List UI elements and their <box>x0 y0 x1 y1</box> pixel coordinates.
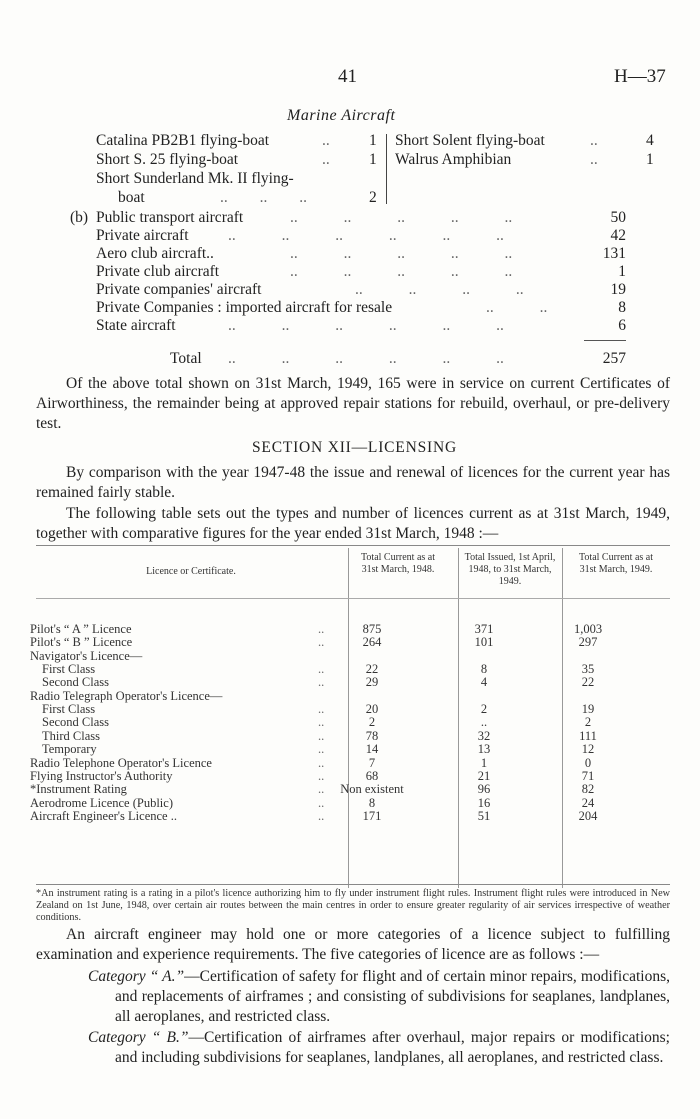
licence-count-c2: 1 <box>480 755 488 770</box>
marine-right-name: Short Solent flying-boat <box>395 132 545 149</box>
table-row <box>30 623 670 636</box>
aircraft-category-count: 50 <box>610 209 626 226</box>
aircraft-category-count: 19 <box>610 281 626 298</box>
table-row <box>30 716 670 729</box>
leader-dots: .. <box>318 715 325 730</box>
table-top-rule <box>36 545 670 546</box>
licence-count-c3: 297 <box>578 635 598 650</box>
leader-dots: .. <box>318 795 325 810</box>
list-marker-b: (b) <box>70 209 89 226</box>
licence-name: Flying Instructor's Authority <box>30 768 173 783</box>
aircraft-category-name: Private companies' aircraft <box>96 281 262 298</box>
licence-count-c3: 82 <box>581 782 595 797</box>
category-b-text: —Certification of airframes after overhaul, major repairs or modifications; and including subdivisions for seaplanes, landplanes, all aeroplanes, and restricted class. <box>115 1029 670 1066</box>
licence-name: Aerodrome Licence (Public) <box>30 795 173 810</box>
marine-aircraft-heading: Marine Aircraft <box>287 107 396 124</box>
aircraft-category-name: Private Companies : imported aircraft for resale <box>96 299 393 316</box>
licence-count-c3: 35 <box>581 662 595 677</box>
marine-left-dots: .. .. .. <box>220 189 307 206</box>
aircraft-category-name: Private club aircraft <box>96 263 220 280</box>
leader-dots: .. <box>318 742 325 757</box>
table-row <box>30 757 670 770</box>
licence-count-c1: 29 <box>365 675 379 690</box>
marine-left-dots: .. <box>322 132 330 149</box>
licence-count-c2: 32 <box>477 728 491 743</box>
engineer-intro-paragraph <box>36 925 670 965</box>
marine-right-count: 1 <box>646 151 654 168</box>
licence-count-c1: 78 <box>365 728 379 743</box>
licence-count-c2: 101 <box>474 635 494 650</box>
licence-name: Pilot's “ A ” Licence <box>30 622 132 636</box>
licence-name: Aircraft Engineer's Licence .. <box>30 808 177 823</box>
licence-count-c3: 1,003 <box>573 622 603 636</box>
table-row <box>30 730 670 743</box>
table-header-rule <box>36 598 670 599</box>
licence-count-c1: Non existent <box>340 782 404 797</box>
marine-left-name: Short S. 25 flying-boat <box>96 151 239 168</box>
table-row <box>30 810 670 823</box>
category-a <box>88 967 670 1027</box>
licence-count-c3: 12 <box>581 742 595 757</box>
leader-dots: .. <box>318 768 325 783</box>
engineer-intro-text: An aircraft engineer may hold one or more categories of a licence subject to fulfilling examination and experience requirements. The five categories of licence are as follows :— <box>36 926 670 963</box>
total-label: Total <box>170 350 202 367</box>
marine-left-count: 1 <box>369 151 377 168</box>
licence-name: Radio Telegraph Operator's Licence— <box>30 688 223 703</box>
leader-dots: .. <box>318 662 325 677</box>
licence-name: First Class <box>42 662 96 677</box>
licence-count-c2: 16 <box>477 795 491 810</box>
marine-left-count: 1 <box>369 132 377 149</box>
licence-count-c1: 2 <box>368 715 376 730</box>
licence-count-c1: 7 <box>368 755 376 770</box>
aircraft-category-count: 8 <box>618 299 626 316</box>
table-row <box>30 770 670 783</box>
table-row <box>30 650 670 663</box>
document-reference: H—37 <box>614 66 666 87</box>
leader-dots: .. <box>318 728 325 743</box>
marine-right-name: Walrus Amphibian <box>395 151 512 168</box>
licence-count-c3: 71 <box>581 768 595 783</box>
licence-count-c1: 875 <box>362 622 382 636</box>
marine-left-name: Catalina PB2B1 flying-boat <box>96 132 270 149</box>
licence-count-c3: 2 <box>584 715 592 730</box>
document-page: 41 H—37 Marine Aircraft Catalina PB2B1 flying-boat .. 1 Short S. 25 flying-boat .. 1 Short Sunderland Mk. II flying- boat .. .. .. 2 Short Solent flying-boat .. 4 Walrus Amphibian .. 1 (b) Public transport aircraft .. .. .. .. .. 50 Private aircraft .. .. .. .. .. .. 42 Aero club aircraft.. .. .. .. .. .. 131 Private club aircraft .. .. .. .. .. 1 Private companies' aircraft .. .. .. .. 19 Private Companies : imported aircraft for resale .. .. 8 State aircraft .. .. .. .. .. .. 6 Total .. .. .. .. .. .. 257 Of the above total shown on 31st March, 1949, 165 were in service on current Certificates of Airworthiness, the remainder being at approved repair stations for rebuild, overhaul, or pre-delivery test. SECTION XII—LICENSING By comparison with the year 1947-48 the issue and renewal of licences for the current year has remained fairly stable. The following table sets out the types and number of licences current as at 31st March, 1949, together with comparative figures for the year ended 31st March, 1948 :— Licence or Certificate. Total Current as at 31st March, 1948. Total Issued, 1st April, 1948, to 31st March, 1949. Total Current as at 31st March, 1949. Pilot's “ A ” Licence .. 875 371 1,003 Pilot's “ B ” Licence .. 264 101 297 Navigator's Licence— First Class .. 22 8 35 Second Class .. 29 4 22 Radio Telegraph Operator's Licence— First Class .. 20 2 19 Second Class .. 2 .. 2 Third Class .. 78 32 111 Temporary .. 14 13 12 Radio Telephone Operator's Licence .. 7 1 0 Flying Instructor's Authority .. 68 21 71 *Instrument Rating .. Non existent 96 82 Aerodrome Licence (Public) .. 8 16 24 Aircraft Engineer's Licence .. .. 171 51 204 *An instrument rating is a rating in a pilot's licence authorizing him to fly under instrument flight rules. Instrument flight rules were introduced in New Zealand on 1st June, 1948, over certain air routes between the main centres in order to ensure greater regularity of air services irrespective of weather conditions. An aircraft engineer may hold one or more categories of a licence subject to fulfilling examination and experience requirements. The five categories of licence are as follows :— Category “ A.”—Certification of safety for flight and of certain minor repairs, modifications, and replacements of airframes ; and consisting of subdivisions for seaplanes, landplanes, all aeroplanes, and restricted class. Category “ B.”—Certification of airframes after overhaul, major repairs or modifications; and including subdivisions for seaplanes, landplanes, all aeroplanes, and restricted class. <box>30 66 670 1066</box>
licence-count-c3: 111 <box>579 728 597 743</box>
licence-count-c2: 51 <box>477 808 491 823</box>
table-bottom-rule <box>36 884 670 885</box>
leader-dots: .. <box>318 782 325 797</box>
aircraft-category-count: 1 <box>618 263 626 280</box>
category-a-text: —Certification of safety for flight and of certain minor repairs, modifications, and replacements of airframes ; and consisting of subdivisions for seaplanes, landplanes, all aeroplanes, and restricted class. <box>115 968 670 1025</box>
marine-right-dots: .. <box>590 151 598 168</box>
licence-name: Third Class <box>42 728 100 743</box>
licence-count-c3: 22 <box>581 675 595 690</box>
table-row <box>30 743 670 756</box>
aircraft-category-count: 42 <box>610 227 626 244</box>
marine-right-dots: .. <box>590 132 598 149</box>
licence-name: First Class <box>42 702 96 717</box>
licence-count-c2: .. <box>480 715 488 730</box>
licence-count-c2: 2 <box>480 702 488 717</box>
aircraft-category-count: 6 <box>618 317 626 334</box>
table-row <box>30 703 670 716</box>
table-row <box>30 636 670 649</box>
licence-count-c3: 19 <box>581 702 595 717</box>
licence-name: Second Class <box>42 675 110 690</box>
leader-dots: .. <box>318 808 325 823</box>
licence-count-c1: 20 <box>365 702 379 717</box>
licence-name: Pilot's “ B ” Licence <box>30 635 133 650</box>
licence-count-c1: 14 <box>365 742 379 757</box>
licence-count-c1: 68 <box>365 768 379 783</box>
table-row <box>30 676 670 689</box>
licence-count-c1: 264 <box>362 635 382 650</box>
total-rule <box>584 340 626 341</box>
table-intro-paragraph <box>36 504 670 544</box>
licence-count-c2: 96 <box>477 782 491 797</box>
licence-count-c3: 0 <box>584 755 592 770</box>
aircraft-category-name: State aircraft <box>96 317 176 334</box>
leader-dots: .. <box>318 622 325 636</box>
category-b <box>88 1028 670 1068</box>
aircraft-category-name: Private aircraft <box>96 227 189 244</box>
marine-left-name: boat <box>118 189 145 206</box>
licence-count-c1: 171 <box>362 808 382 823</box>
licence-name: Radio Telephone Operator's Licence <box>30 755 212 770</box>
leader-dots: .. <box>318 635 325 650</box>
licence-name: Temporary <box>42 742 97 757</box>
marine-column-divider <box>386 134 387 204</box>
table-footnote: *An instrument rating is a rating in a pilot's licence authorizing him to fly under instrument flight rules. Instrument flight rules were introduced in New Zealand on 1st June, 1948, over certain air routes between the main centres in order to ensure greater regularity of air services irrespective of weather conditions. <box>36 888 670 923</box>
page-number: 41 <box>338 66 357 87</box>
marine-right-count: 4 <box>646 132 654 149</box>
licence-count-c2: 8 <box>480 662 488 677</box>
category-b-label: Category “ B.” <box>88 1029 189 1046</box>
table-row <box>30 783 670 796</box>
marine-left-count: 2 <box>369 189 377 206</box>
section-title: SECTION XII—LICENSING <box>252 439 457 456</box>
header-licence: Licence or Certificate. <box>146 566 236 577</box>
table-row <box>30 797 670 810</box>
airworthiness-text: Of the above total shown on 31st March, 1949, 165 were in service on current Certificates of Airworthiness, the remainder being at approved repair stations for rebuild, overhaul, or pre-delivery test. <box>36 375 670 432</box>
licence-count-c2: 371 <box>474 622 494 636</box>
licence-count-c2: 4 <box>480 675 488 690</box>
marine-left-name: Short Sunderland Mk. II flying- <box>96 170 294 187</box>
aircraft-category-name: Public transport aircraft <box>96 209 244 226</box>
marine-left-dots: .. <box>322 151 330 168</box>
licence-name: Second Class <box>42 715 110 730</box>
leader-dots: .. <box>318 675 325 690</box>
leader-dots: .. <box>318 755 325 770</box>
header-current-1949: Total Current as at 31st March, 1949. <box>579 552 653 575</box>
licence-name: Navigator's Licence— <box>30 648 143 663</box>
licence-count-c3: 204 <box>578 808 598 823</box>
licence-name: *Instrument Rating <box>30 782 127 797</box>
airworthiness-paragraph <box>36 374 670 434</box>
category-a-label: Category “ A.” <box>88 968 185 985</box>
licence-count-c1: 22 <box>365 662 379 677</box>
aircraft-category-count: 131 <box>602 245 626 262</box>
header-current-1948: Total Current as at 31st March, 1948. <box>361 552 435 575</box>
comparison-paragraph <box>36 463 670 503</box>
header-issued: Total Issued, 1st April, 1948, to 31st March, 1949. <box>464 552 556 587</box>
licence-count-c2: 21 <box>477 768 491 783</box>
aircraft-category-name: Aero club aircraft.. <box>96 245 214 262</box>
table-row <box>30 690 670 703</box>
licence-count-c1: 8 <box>368 795 376 810</box>
comparison-text: By comparison with the year 1947-48 the issue and renewal of licences for the current year has remained fairly stable. <box>36 464 670 501</box>
table-row <box>30 663 670 676</box>
table-intro-text: The following table sets out the types and number of licences current as at 31st March, 1949, together with comparative figures for the year ended 31st March, 1948 :— <box>36 505 670 542</box>
total-value: 257 <box>602 350 626 367</box>
licence-count-c2: 13 <box>477 742 491 757</box>
licence-count-c3: 24 <box>581 795 595 810</box>
leader-dots: .. <box>318 702 325 717</box>
